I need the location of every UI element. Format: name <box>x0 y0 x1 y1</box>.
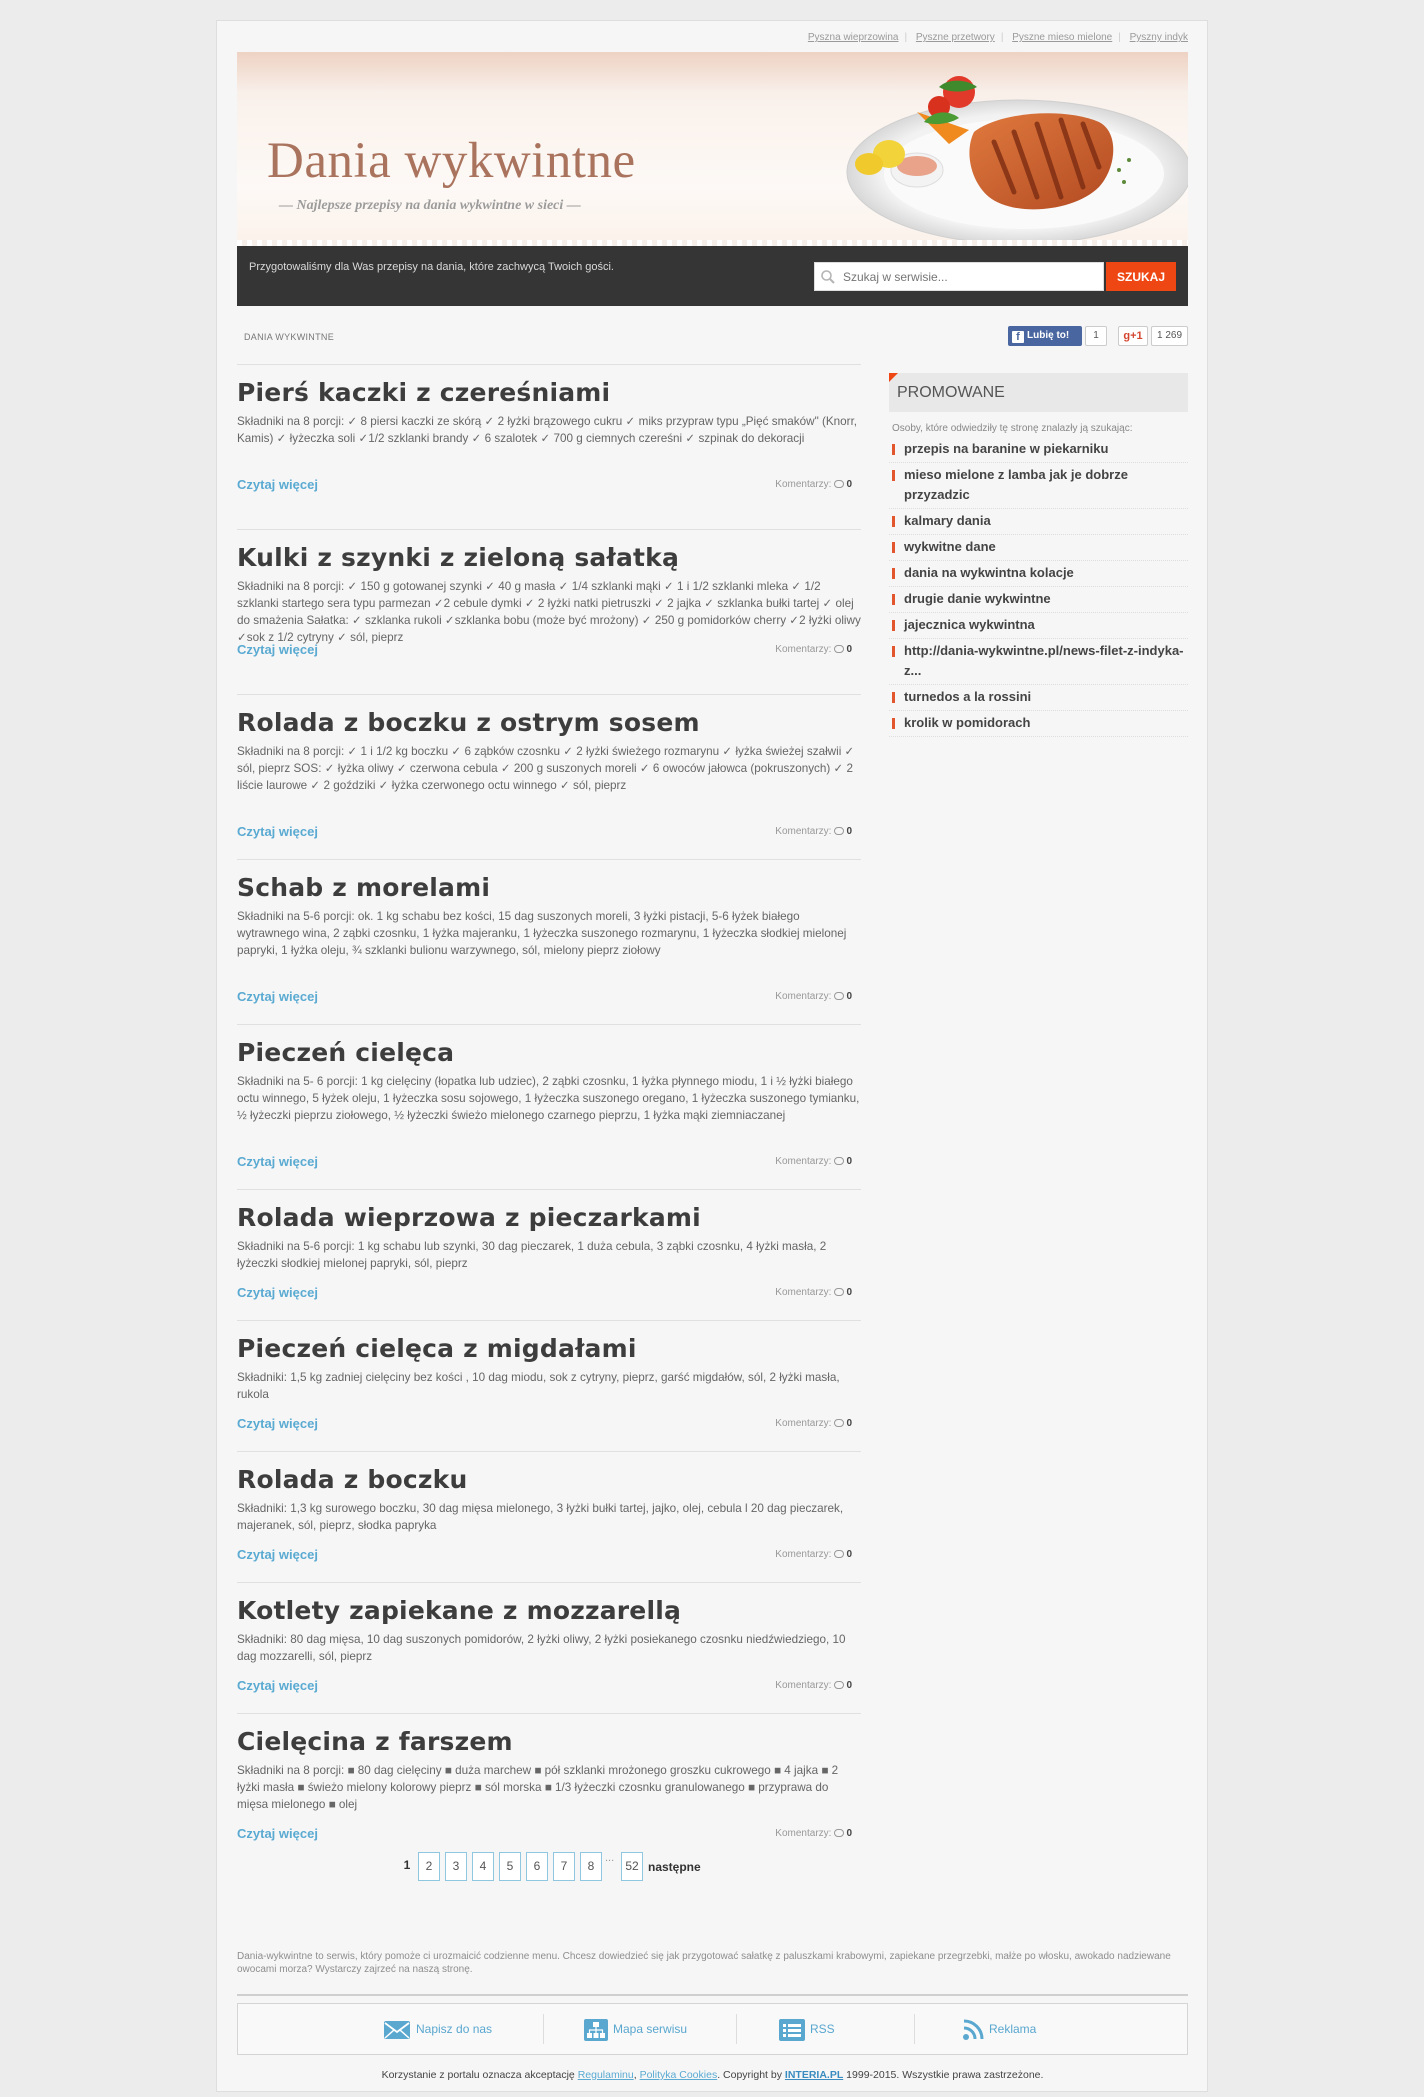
page-next-link[interactable]: następne <box>648 1860 701 1874</box>
sidebar-promoted <box>889 373 1188 737</box>
comment-bubble-icon <box>834 1550 844 1558</box>
read-more-link[interactable]: Czytaj więcej <box>237 1678 318 1693</box>
copyright-notice: Korzystanie z portalu oznacza akceptację Regulaminu, Polityka Cookies. Copyright by INTERIA.PL 1999-2015. Wszystkie prawa zastrzeżone. <box>381 2069 1044 2081</box>
comment-bubble-icon <box>834 827 844 835</box>
promoted-item-label: jajecznica wykwintna <box>904 617 1035 632</box>
article-item <box>237 364 861 529</box>
dish-photo <box>799 52 1188 246</box>
promoted-item-label: krolik w pomidorach <box>904 715 1031 730</box>
footer-ads-link[interactable] <box>962 2017 1036 2041</box>
comments-number: 0 <box>846 644 852 655</box>
footer-contact-label: Napisz do nas <box>416 2022 493 2036</box>
read-more-link[interactable]: Czytaj więcej <box>237 1285 318 1300</box>
promoted-item[interactable] <box>889 685 1188 711</box>
footer-ads-label: Reklama <box>989 2022 1037 2036</box>
comments-label: Komentarzy: <box>775 644 832 655</box>
intro-text: Przygotowaliśmy dla Was przepisy na dania, które zachwycą Twoich gości. <box>249 261 614 273</box>
read-more-link[interactable]: Czytaj więcej <box>237 989 318 1004</box>
toplink-wieprzowina[interactable]: Pyszna wieprzowina <box>807 32 899 43</box>
article-item <box>237 694 861 859</box>
comment-bubble-icon <box>834 1288 844 1296</box>
footer-separator <box>736 2014 737 2044</box>
article-title[interactable]: Pierś kaczki z czereśniami <box>237 378 611 407</box>
comments-label: Komentarzy: <box>775 479 832 490</box>
article-item <box>237 1451 861 1582</box>
comments-number: 0 <box>846 1680 852 1691</box>
read-more-link[interactable]: Czytaj więcej <box>237 1547 318 1562</box>
comments-count[interactable] <box>775 479 852 490</box>
article-item <box>237 529 861 694</box>
article-item <box>237 1189 861 1320</box>
footer-divider <box>237 1994 1188 1996</box>
search-input[interactable] <box>843 266 1098 287</box>
comments-label: Komentarzy: <box>775 1287 832 1298</box>
article-title[interactable]: Rolada z boczku z ostrym sosem <box>237 708 700 737</box>
comments-count[interactable] <box>775 1287 852 1298</box>
article-excerpt: Składniki na 5- 6 porcji: 1 kg cielęciny (łopatka lub udziec), 2 ząbki czosnku, 1 łyżka płynnego miodu, 1 i ½ łyżki białego octu winnego, 5 łyżek oleju, 1 łyżeczka sosu sojowego, 1 łyżeczka suszonego oregano, 1 łyżeczka suszonego tymianku, ½ łyżeczki pieprzu ziołowego, ½ łyżeczki świeżo mielonego czarnego pieprzu, 1 łyżka mąki ziemniaczanej <box>237 1075 860 1122</box>
footer-rss-link[interactable] <box>779 2017 835 2041</box>
footer-rss-label: RSS <box>810 2022 835 2036</box>
toplink-separator: | <box>904 32 908 43</box>
comment-bubble-icon <box>834 645 844 653</box>
page-link[interactable]: 7 <box>553 1852 575 1881</box>
page-link[interactable]: 4 <box>472 1852 494 1881</box>
promoted-item-label: turnedos a la rossini <box>904 689 1032 704</box>
pagination <box>237 1852 861 1882</box>
envelope-icon <box>383 2020 411 2040</box>
promoted-item-label: drugie danie wykwintne <box>904 591 1051 606</box>
article-excerpt: Składniki na 8 porcji: ✓ 150 g gotowanej szynki ✓ 40 g masła ✓ 1/4 szklanki mąki ✓ 1 i 1/2 szklanki mleka ✓ 1/2 szklanki startego sera typu parmezan ✓2 cebule dymki ✓ 2 łyżki natki pietruszki ✓ 2 jajka ✓ szklanka bułki tartej ✓ olej do smażenia Sałatka: ✓ szklanka rukoli ✓szklanka bobu (może być mrożony) ✓ 250 g pomidorków cherry ✓2 łyżki oliwy ✓sok z 1/2 cytryny ✓ sól, pieprz <box>237 580 861 644</box>
facebook-like-label: Lubię to! <box>1027 330 1070 341</box>
footer-description: Dania-wykwintne to serwis, który pomoże ci urozmaicić codzienne menu. Chcesz dowiedzieć się jak przygotować sałatkę z paluszkami krabowymi, zapiekane przegrzebki, małże po włosku, awokado nadziewane owocami morza? Wystarczy zajrzeć na naszą stronę. <box>237 1951 1171 1975</box>
comments-label: Komentarzy: <box>775 1418 832 1429</box>
article-excerpt: Składniki na 8 porcji: ✓ 1 i 1/2 kg boczku ✓ 6 ząbków czosnku ✓ 2 łyżki świeżego rozmarynu ✓ łyżka świeżej szałwii ✓ sól, pieprz SOS: ✓ łyżka oliwy ✓ czerwona cebula ✓ 200 g suszonych moreli ✓ 6 owoców jałowca (pokruszonych) ✓ 2 liście laurowe ✓ 2 goździki ✓ łyżka czerwonego octu winnego ✓ sól, pieprz <box>237 745 855 792</box>
article-title[interactable]: Cielęcina z farszem <box>237 1727 513 1756</box>
toplink-indyk[interactable]: Pyszny indyk <box>1129 32 1188 43</box>
article-excerpt: Składniki: 1,3 kg surowego boczku, 30 dag mięsa mielonego, 3 łyżki bułki tartej, jajko, olej, cebula l 20 dag pieczarek, majeranek, sól, pieprz, słodka papryka <box>237 1502 844 1532</box>
bullet-marker <box>892 646 895 657</box>
corner-accent <box>889 373 898 382</box>
sitemap-icon <box>584 2019 608 2041</box>
bullet-marker <box>892 444 895 455</box>
bullet-marker <box>892 692 895 703</box>
breadcrumb[interactable]: DANIA WYKWINTNE <box>244 332 335 342</box>
article-title[interactable]: Rolada wieprzowa z pieczarkami <box>237 1203 701 1232</box>
read-more-link[interactable]: Czytaj więcej <box>237 824 318 839</box>
comment-bubble-icon <box>834 1419 844 1427</box>
comments-label: Komentarzy: <box>775 1828 832 1839</box>
promoted-item[interactable] <box>889 509 1188 535</box>
comments-number: 0 <box>846 991 852 1002</box>
comments-count[interactable] <box>775 991 852 1002</box>
copyright-suffix: 1999-2015. Wszystkie prawa zastrzeżone. <box>846 2069 1044 2081</box>
bullet-marker <box>892 620 895 631</box>
bullet-marker <box>892 542 895 553</box>
promoted-item[interactable] <box>889 587 1188 613</box>
google-plus-button[interactable]: g+1 <box>1118 326 1148 346</box>
promoted-item-label: przepis na baranine w piekarniku <box>904 441 1109 456</box>
search-box[interactable] <box>814 262 1104 291</box>
article-item <box>237 859 861 1024</box>
promoted-item[interactable] <box>889 639 1188 685</box>
promoted-item-label: http://dania-wykwintne.pl/news-filet-z-indyka-z... <box>904 643 1184 678</box>
article-title[interactable]: Schab z morelami <box>237 873 491 902</box>
page-link[interactable]: 5 <box>499 1852 521 1881</box>
search-icon <box>820 269 836 285</box>
comments-count[interactable] <box>775 826 852 837</box>
comments-number: 0 <box>846 826 852 837</box>
promoted-item[interactable] <box>889 561 1188 587</box>
comments-count[interactable] <box>775 1828 852 1839</box>
promoted-title: PROMOWANE <box>897 384 1005 401</box>
page-link[interactable]: 8 <box>580 1852 602 1881</box>
toplink-mieso-mielone[interactable]: Pyszne mieso mielone <box>1012 32 1113 43</box>
promoted-item-label: mieso mielone z lamba jak je dobrze przyzadzic <box>904 467 1128 502</box>
comments-count[interactable] <box>775 1549 852 1560</box>
interia-brand-link[interactable]: INTERIA.PL <box>784 2069 844 2081</box>
article-item <box>237 1024 861 1189</box>
page-link-last[interactable]: 52 <box>621 1852 643 1881</box>
top-links <box>802 32 1188 43</box>
comments-number: 0 <box>846 1287 852 1298</box>
comments-label: Komentarzy: <box>775 1680 832 1691</box>
read-more-link[interactable]: Czytaj więcej <box>237 642 318 657</box>
footer-sitemap-label: Mapa serwisu <box>613 2022 688 2036</box>
article-excerpt: Składniki: 1,5 kg zadniej cielęciny bez kości , 10 dag miodu, sok z cytryny, pieprz, garść migdałów, sól, 2 łyżki masła, rukola <box>237 1371 840 1401</box>
toplink-separator: | <box>1000 32 1004 43</box>
footer-contact-link[interactable] <box>383 2017 492 2041</box>
promoted-list <box>889 437 1188 737</box>
article-excerpt: Składniki na 8 porcji: ✓ 8 piersi kaczki ze skórą ✓ 2 łyżki brązowego cukru ✓ miks przypraw typu „Pięć smaków" (Knorr, Kamis) ✓ łyżeczka soli ✓1/2 szklanki brandy ✓ 6 szalotek ✓ 700 g ciemnych czereśni ✓ szpinak do dekoracji <box>237 415 858 445</box>
promoted-item-label: kalmary dania <box>904 513 991 528</box>
feed-icon <box>962 2019 984 2041</box>
article-excerpt: Składniki na 5-6 porcji: 1 kg schabu lub szynki, 30 dag pieczarek, 1 duża cebula, 3 ząbki czosnku, 4 łyżki masła, 2 łyżeczki słodkiej mielonej papryki, sól, pieprz <box>237 1240 827 1270</box>
bullet-marker <box>892 470 895 481</box>
page-current: 1 <box>403 1858 411 1872</box>
page-ellipsis: ... <box>605 1852 615 1864</box>
footer-sitemap-link[interactable] <box>584 2017 687 2041</box>
header-banner[interactable] <box>237 52 1188 246</box>
promoted-item-label: dania na wykwintna kolacje <box>904 565 1074 580</box>
page-container <box>216 20 1208 2092</box>
comments-number: 0 <box>846 1156 852 1167</box>
article-item <box>237 1320 861 1451</box>
article-title[interactable]: Rolada z boczku <box>237 1465 468 1494</box>
comments-label: Komentarzy: <box>775 826 832 837</box>
promoted-header <box>889 373 1188 412</box>
header-toolbar <box>237 246 1188 306</box>
article-excerpt: Składniki: 80 dag mięsa, 10 dag suszonych pomidorów, 2 łyżki oliwy, 2 łyżki posiekanego czosnku niedźwiedziego, 10 dag mozzarelli, sól, pieprz <box>237 1633 846 1663</box>
comments-number: 0 <box>846 1549 852 1560</box>
read-more-link[interactable]: Czytaj więcej <box>237 1826 318 1841</box>
article-excerpt: Składniki na 8 porcji: ■ 80 dag cielęciny ■ duża marchew ■ pół szklanki mrożonego groszku cukrowego ■ 4 jajka ■ 2 łyżki masła ■ świeżo mielony kolorowy pieprz ■ sól morska ■ 1/3 łyżeczki czosnku granulowanego ■ przyprawa do mięsa mielonego ■ olej <box>237 1764 839 1811</box>
comments-number: 0 <box>846 1828 852 1839</box>
comment-bubble-icon <box>834 1829 844 1837</box>
comments-label: Komentarzy: <box>775 1156 832 1167</box>
facebook-like-button[interactable] <box>1008 326 1082 346</box>
promoted-item[interactable] <box>889 613 1188 639</box>
comments-label: Komentarzy: <box>775 991 832 1002</box>
bullet-marker <box>892 594 895 605</box>
terms-link[interactable]: Regulaminu <box>577 2069 634 2081</box>
comments-label: Komentarzy: <box>775 1549 832 1560</box>
comments-number: 0 <box>846 479 852 490</box>
article-title[interactable]: Pieczeń cielęca <box>237 1038 455 1067</box>
comment-bubble-icon <box>834 992 844 1000</box>
copyright-prefix: Korzystanie z portalu oznacza akceptację <box>381 2069 575 2081</box>
comment-bubble-icon <box>834 480 844 488</box>
page-link[interactable]: 3 <box>445 1852 467 1881</box>
site-logo-title[interactable]: Dania wykwintne <box>267 133 636 189</box>
article-item <box>237 1713 861 1863</box>
page-link[interactable]: 6 <box>526 1852 548 1881</box>
promoted-description: Osoby, które odwiedziły tę stronę znalazły ją szukając: <box>892 423 1133 434</box>
toplink-separator: | <box>1118 32 1121 43</box>
article-title[interactable]: Pieczeń cielęca z migdałami <box>237 1334 637 1363</box>
bullet-marker <box>892 568 895 579</box>
comments-count[interactable] <box>775 644 852 655</box>
page-link[interactable]: 2 <box>418 1852 440 1881</box>
footer-separator <box>914 2014 915 2044</box>
facebook-icon: f <box>1012 331 1024 343</box>
read-more-link[interactable]: Czytaj więcej <box>237 1154 318 1169</box>
promoted-item[interactable] <box>889 535 1188 561</box>
article-title[interactable]: Kulki z szynki z zieloną sałatką <box>237 543 680 572</box>
copyright-mid: . Copyright by <box>717 2069 782 2081</box>
footer-separator <box>543 2014 544 2044</box>
article-item <box>237 1582 861 1713</box>
google-plus-count: 1 269 <box>1151 326 1188 346</box>
article-excerpt: Składniki na 5-6 porcji: ok. 1 kg schabu bez kości, 15 dag suszonych moreli, 3 łyżki pistacji, 5-6 łyżek białego wytrawnego wina, 2 ząbki czosnku, 1 łyżka majeranku, 1 łyżeczka suszonego rozmarynu, 1 łyżeczka słodkiej mielonej papryki, 1 łyżka oleju, ¾ szklanki bulionu warzywnego, sól, mielony pieprz ziołowy <box>237 910 847 957</box>
promoted-item[interactable] <box>889 463 1188 509</box>
site-logo-subtitle: — Najlepsze przepisy na dania wykwintne w sieci — <box>279 198 581 213</box>
facebook-like-count: 1 <box>1085 326 1107 346</box>
read-more-link[interactable]: Czytaj więcej <box>237 477 318 492</box>
comments-number: 0 <box>846 1418 852 1429</box>
bullet-marker <box>892 516 895 527</box>
footer-links-bar <box>237 2003 1188 2055</box>
toplink-przetwory[interactable]: Pyszne przetwory <box>915 32 995 43</box>
comments-count[interactable] <box>775 1680 852 1691</box>
article-title[interactable]: Kotlety zapiekane z mozzarellą <box>237 1596 682 1625</box>
cookies-policy-link[interactable]: Polityka Cookies <box>639 2069 718 2081</box>
comments-count[interactable] <box>775 1156 852 1167</box>
promoted-item[interactable] <box>889 711 1188 737</box>
rss-list-icon <box>779 2019 805 2041</box>
comments-count[interactable] <box>775 1418 852 1429</box>
promoted-item[interactable] <box>889 437 1188 463</box>
bullet-marker <box>892 718 895 729</box>
search-button[interactable]: SZUKAJ <box>1106 262 1176 291</box>
comment-bubble-icon <box>834 1157 844 1165</box>
read-more-link[interactable]: Czytaj więcej <box>237 1416 318 1431</box>
promoted-item-label: wykwitne dane <box>904 539 996 554</box>
comment-bubble-icon <box>834 1681 844 1689</box>
